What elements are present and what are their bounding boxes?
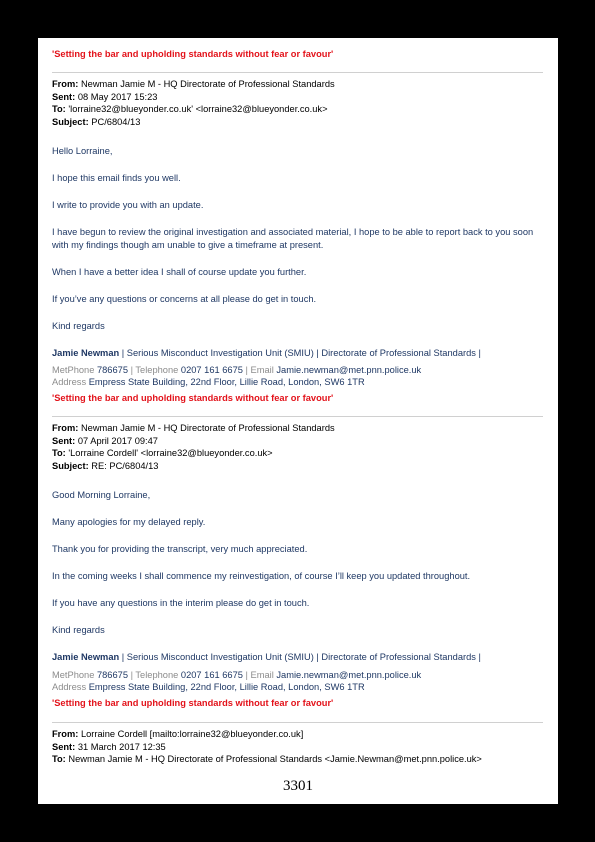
email-subject: RE: PC/6804/13 xyxy=(91,460,159,471)
signature-email: Jamie.newman@met.pnn.police.uk xyxy=(276,670,422,680)
motto-signature-2: 'Setting the bar and upholding standards without fear or favour' xyxy=(52,698,334,708)
signature-address: Address Empress State Building, 22nd Floor, Lillie Road, London, SW6 1TR xyxy=(52,377,365,387)
email-body-2 xyxy=(52,489,544,502)
signature-name: Jamie Newman xyxy=(52,348,120,358)
signature-contact: MetPhone 786675 | Telephone 0207 161 6675 | Email Jamie.newman@met.pnn.police.uk xyxy=(52,670,422,680)
body-paragraph: I have begun to review the original investigation and associated material, I hope to be able to report back to you soon with my findings though am unable to give a timeframe at present. xyxy=(52,227,534,250)
body-block xyxy=(52,199,544,212)
body-paragraph: Many apologies for my delayed reply. xyxy=(52,517,206,527)
signature-unit: | Serious Misconduct Investigation Unit (SMIU) | Directorate of Professional Standards | xyxy=(119,652,481,662)
body-paragraph: Hello Lorraine, xyxy=(52,146,113,156)
email-from: Newman Jamie M - HQ Directorate of Professional Standards xyxy=(80,423,335,433)
email-body-1 xyxy=(52,145,544,158)
email-to: 'Lorraine Cordell' <lorraine32@blueyonder.co.uk> xyxy=(68,448,273,458)
signature-email: Jamie.newman@met.pnn.police.uk xyxy=(276,365,422,375)
email-sent: 07 April 2017 09:47 xyxy=(77,435,158,446)
body-paragraph: If you’ve any questions or concerns at all please do get in touch. xyxy=(52,294,317,304)
body-block xyxy=(52,543,544,556)
email-to: 'lorraine32@blueyonder.co.uk' <lorraine32@blueyonder.co.uk> xyxy=(68,104,328,114)
signature-unit: | Serious Misconduct Investigation Unit (SMIU) | Directorate of Professional Standards | xyxy=(119,348,481,358)
body-block xyxy=(52,320,544,333)
page-number: 3301 xyxy=(283,778,313,794)
signature-1 xyxy=(52,347,544,360)
email-sent: 31 March 2017 12:35 xyxy=(77,741,166,752)
body-paragraph: Thank you for providing the transcript, very much appreciated. xyxy=(52,544,308,554)
body-block xyxy=(52,172,544,185)
signature-2 xyxy=(52,651,544,664)
body-paragraph: When I have a better idea I shall of course update you further. xyxy=(52,267,307,277)
signature-contact: MetPhone 786675 | Telephone 0207 161 6675 | Email Jamie.newman@met.pnn.police.uk xyxy=(52,365,422,375)
motto-top: 'Setting the bar and upholding standards without fear or favour' xyxy=(52,49,334,59)
email-header-1: From: Newman Jamie M - HQ Directorate of Professional Standards Sent: 08 May 2017 15:23 To: 'lorraine32@blueyonder.co.uk' <lorraine32@blueyonder.co.uk> Subject: PC/6804/13 xyxy=(52,79,335,127)
email-from: Newman Jamie M - HQ Directorate of Professional Standards xyxy=(80,79,335,89)
body-block xyxy=(52,266,544,279)
email-header-2: From: Newman Jamie M - HQ Directorate of Professional Standards Sent: 07 April 2017 09:47 To: 'Lorraine Cordell' <lorraine32@blueyonder.co.uk> Subject: RE: PC/6804/13 xyxy=(52,423,335,471)
divider xyxy=(52,416,543,417)
body-paragraph: Good Morning Lorraine, xyxy=(52,490,151,500)
body-paragraph: Kind regards xyxy=(52,625,105,635)
body-paragraph: Kind regards xyxy=(52,321,105,331)
signature-name: Jamie Newman xyxy=(52,652,120,662)
body-paragraph: I hope this email finds you well. xyxy=(52,173,181,183)
document-page xyxy=(38,38,558,804)
signature-address: Address Empress State Building, 22nd Floor, Lillie Road, London, SW6 1TR xyxy=(52,682,365,692)
motto-signature-1: 'Setting the bar and upholding standards without fear or favour' xyxy=(52,393,334,403)
body-block xyxy=(52,597,544,610)
body-paragraph: If you have any questions in the interim please do get in touch. xyxy=(52,598,310,608)
divider xyxy=(52,72,543,73)
body-paragraph: I write to provide you with an update. xyxy=(52,200,204,210)
body-block xyxy=(52,293,544,306)
body-block xyxy=(52,516,544,529)
body-paragraph: In the coming weeks I shall commence my reinvestigation, of course I’ll keep you updated throughout. xyxy=(52,571,471,581)
email-header-3: From: Lorraine Cordell [mailto:lorraine32@blueyonder.co.uk] Sent: 31 March 2017 12:35 To: Newman Jamie M - HQ Directorate of Professional Standards <Jamie.Newman@met.pnn.police.uk> xyxy=(52,729,482,764)
body-block xyxy=(52,624,544,637)
email-to: Newman Jamie M - HQ Directorate of Professional Standards <Jamie.Newman@met.pnn.police.uk> xyxy=(68,754,482,764)
body-block xyxy=(52,570,544,583)
email-subject: PC/6804/13 xyxy=(91,116,141,127)
email-from: Lorraine Cordell [mailto:lorraine32@blueyonder.co.uk] xyxy=(80,729,304,739)
body-block xyxy=(52,226,544,251)
email-sent: 08 May 2017 15:23 xyxy=(77,91,158,102)
divider xyxy=(52,722,543,723)
